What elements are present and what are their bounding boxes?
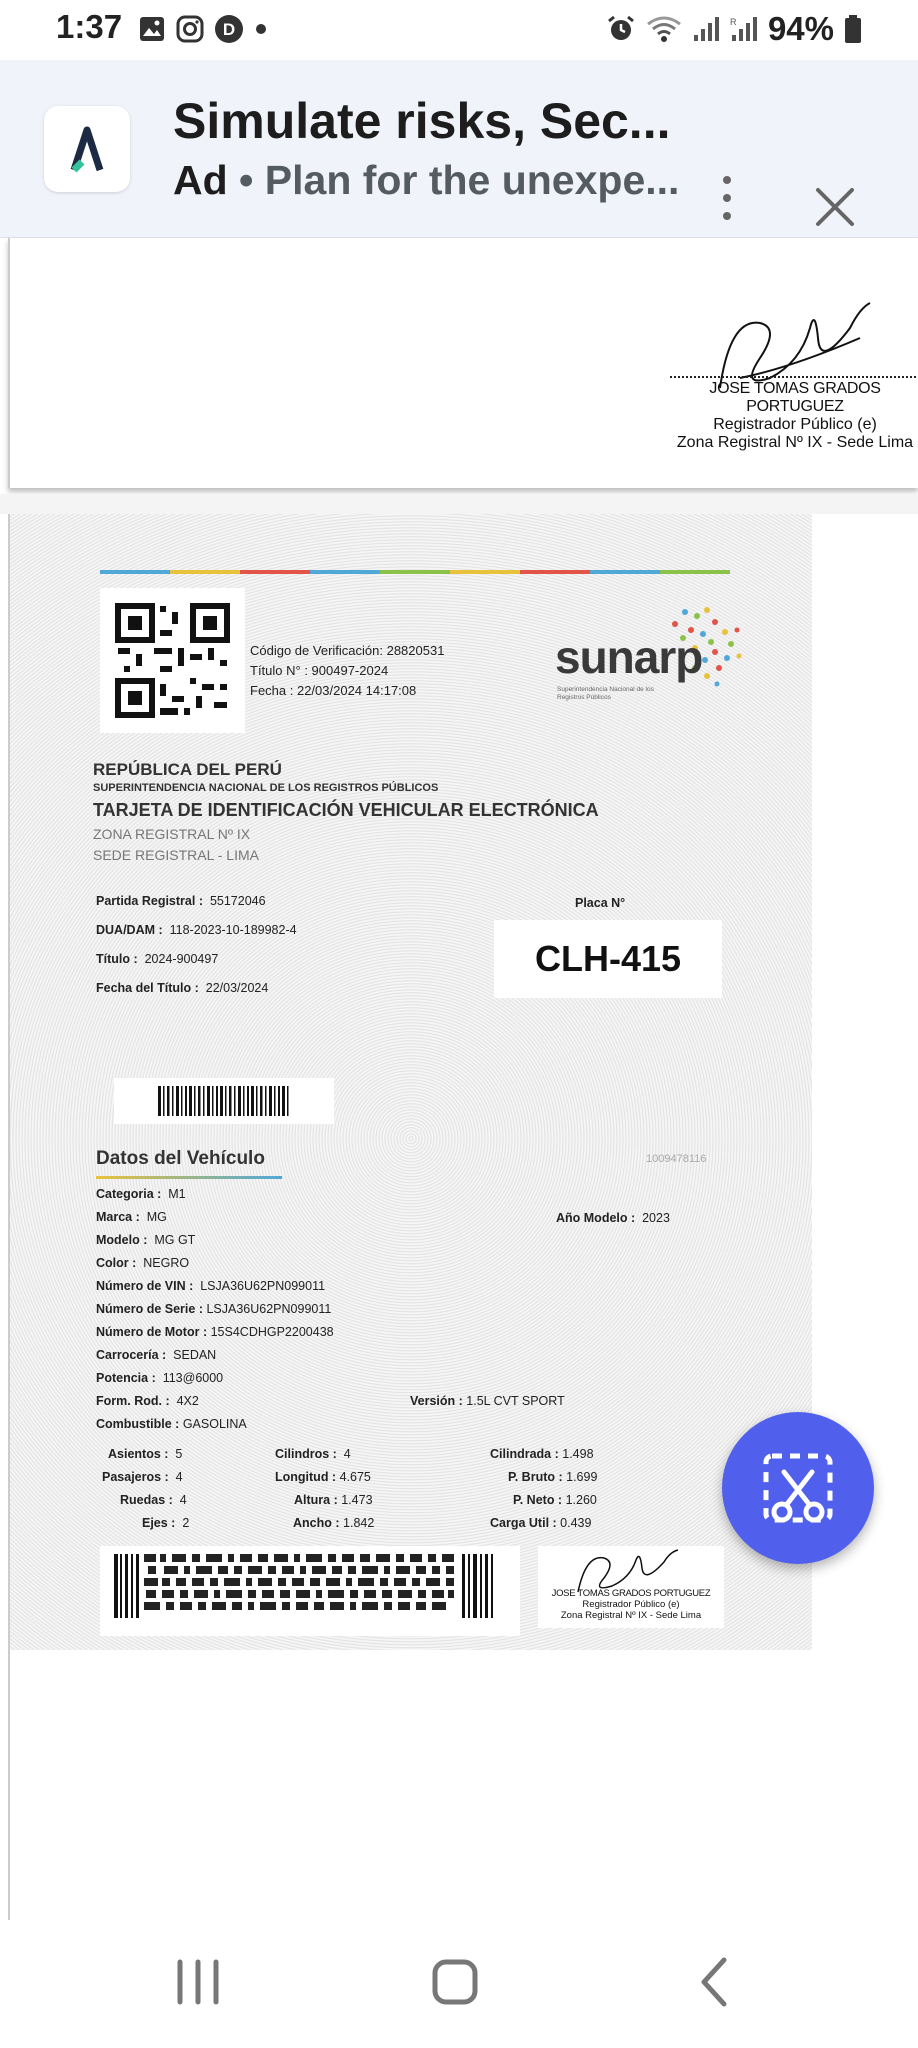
motor-row [96, 1325, 334, 1339]
version-value: 1.5L CVT SPORT [466, 1394, 565, 1408]
spec-value: 4 [179, 1493, 187, 1507]
ad-brand-icon [44, 106, 130, 192]
status-bar [0, 0, 918, 60]
serie-value: LSJA36U62PN099011 [206, 1302, 332, 1316]
vin-value: LSJA36U62PN099011 [200, 1279, 326, 1293]
document-title: TARJETA DE IDENTIFICACIÓN VEHICULAR ELECTRÓNICA [93, 800, 599, 820]
ad-title[interactable]: Simulate risks, Sec... [173, 93, 671, 149]
status-time: 1:37 [56, 8, 123, 45]
titulo-number: Título N° : 900497-2024 [250, 663, 389, 678]
navigation-bar [0, 1920, 918, 2048]
sede-registral: SEDE REGISTRAL - LIMA [93, 847, 259, 863]
signature-role: Registrador Público (e) [713, 416, 877, 433]
republica-heading: REPÚBLICA DEL PERÚ [93, 760, 282, 779]
color-label: Color : [96, 1256, 137, 1270]
spec-value: 5 [175, 1447, 183, 1461]
verification-info [250, 641, 444, 701]
spec-value: 1.260 [565, 1493, 597, 1507]
spec-cilindros [275, 1447, 351, 1461]
partida-value: 55172046 [209, 894, 266, 908]
signature-mini-block [538, 1588, 724, 1621]
alarm-icon [606, 14, 636, 44]
carroceria-value: SEDAN [173, 1348, 217, 1362]
signature-line [670, 376, 918, 378]
close-icon[interactable] [810, 182, 860, 232]
marca-label: Marca : [96, 1210, 140, 1224]
dot-icon [254, 22, 268, 36]
barcode-icon [114, 1078, 334, 1124]
spec-longitud [275, 1470, 371, 1484]
spec-label: Altura : [294, 1493, 338, 1507]
dua-value: 118-2023-10-189982-4 [169, 923, 297, 937]
signature-block [670, 380, 918, 452]
spec-pasajeros [102, 1470, 183, 1484]
verification-code: Código de Verificación: 28820531 [250, 643, 445, 658]
anio-modelo-row [556, 1211, 670, 1225]
spec-label: Ancho : [293, 1516, 340, 1530]
categoria-row [96, 1187, 186, 1201]
signature-name: JOSE TOMAS GRADOS PORTUGUEZ [709, 380, 881, 415]
spec-carga-util [490, 1516, 591, 1530]
ad-tag: Ad [173, 157, 228, 203]
spec-label: Ejes : [142, 1516, 176, 1530]
potencia-value: 113@6000 [162, 1371, 224, 1385]
categoria-label: Categoria : [96, 1187, 162, 1201]
spec-p-neto [513, 1493, 597, 1507]
spec-value: 1.473 [341, 1493, 373, 1507]
zona-registral: ZONA REGISTRAL Nº IX [93, 826, 251, 842]
spec-value: 4.675 [339, 1470, 371, 1484]
spec-label: Asientos : [108, 1447, 169, 1461]
ad-banner[interactable] [0, 60, 918, 238]
motor-value: 15S4CDHGP2200438 [210, 1325, 334, 1339]
modelo-label: Modelo : [96, 1233, 148, 1247]
fecha-titulo-label: Fecha del Título : [96, 981, 199, 995]
titulo-value: 2024-900497 [144, 952, 219, 966]
svg-text:R: R [729, 17, 737, 27]
spec-label: Cilindrada : [490, 1447, 559, 1461]
issue-date: Fecha : 22/03/2024 14:17:08 [250, 683, 417, 698]
marca-row [96, 1210, 167, 1224]
ad-logo[interactable] [44, 106, 130, 192]
categoria-value: M1 [168, 1187, 186, 1201]
version-label: Versión : [410, 1394, 463, 1408]
signal-icon [692, 15, 720, 43]
carroceria-row [96, 1348, 216, 1362]
ad-separator: • [227, 157, 265, 203]
spec-label: P. Neto : [513, 1493, 563, 1507]
motor-label: Número de Motor : [96, 1325, 208, 1339]
spec-value: 1.842 [343, 1516, 375, 1530]
sunarp-tagline: Superintendencia Nacional de los Registros Públicos [557, 686, 654, 701]
home-icon[interactable] [420, 1950, 490, 2014]
qr-code-icon [100, 588, 245, 733]
spec-value: 4 [175, 1470, 183, 1484]
recent-apps-icon[interactable] [163, 1950, 233, 2014]
page-separator [0, 494, 918, 514]
spec-label: Longitud : [275, 1470, 337, 1484]
spec-cilindrada [490, 1447, 594, 1461]
placa-label: Placa N° [575, 896, 626, 910]
form-value: 4X2 [176, 1394, 199, 1408]
version-row [410, 1394, 565, 1408]
spec-label: Pasajeros : [102, 1470, 169, 1484]
battery-icon [844, 14, 862, 44]
svg-text:D: D [222, 20, 236, 39]
potencia-row [96, 1371, 223, 1385]
dua-label: DUA/DAM : [96, 923, 163, 937]
spec-asientos [108, 1447, 182, 1461]
superintendencia-heading: SUPERINTENDENCIA NACIONAL DE LOS REGISTROS PÚBLICOS [93, 782, 439, 794]
dua-row [96, 923, 297, 937]
screenshot-crop-button[interactable] [722, 1412, 874, 1564]
signature-mini-name: JOSE TOMAS GRADOS PORTUGUEZ [551, 1588, 711, 1599]
partida-registral-row [96, 894, 266, 908]
wifi-icon [646, 14, 682, 44]
ad-subtitle[interactable] [173, 157, 679, 204]
gallery-icon [138, 15, 166, 43]
color-row [96, 1256, 189, 1270]
signature-mini [538, 1546, 724, 1628]
spec-label: P. Bruto : [508, 1470, 563, 1484]
form-rod-row [96, 1394, 199, 1408]
pdf417-barcode-icon [100, 1546, 520, 1636]
partida-label: Partida Registral : [96, 894, 203, 908]
serie-label: Número de Serie : [96, 1302, 203, 1316]
barcode-small [114, 1078, 334, 1124]
back-icon[interactable] [680, 1950, 750, 2014]
more-options-icon[interactable] [712, 170, 742, 230]
spec-value: 1.699 [566, 1470, 598, 1484]
serie-row [96, 1302, 331, 1316]
combustible-row [96, 1417, 247, 1431]
spec-p-bruto [508, 1470, 597, 1484]
vin-row [96, 1279, 325, 1293]
pdf417-barcode [100, 1546, 520, 1636]
spec-ancho [293, 1516, 374, 1530]
document-blank-area [8, 1650, 918, 1920]
ad-subtitle-text: Plan for the unexpe... [264, 157, 680, 203]
spec-label: Ruedas : [120, 1493, 173, 1507]
color-stripe [100, 570, 730, 574]
fecha-titulo-value: 22/03/2024 [205, 981, 269, 995]
signature-mini-zone: Zona Registral Nº IX - Sede Lima [560, 1610, 702, 1621]
placa-value: CLH-415 [494, 920, 722, 998]
color-value: NEGRO [143, 1256, 190, 1270]
signal-icon [730, 15, 758, 43]
spec-value: 4 [343, 1447, 351, 1461]
document-page-card [8, 514, 812, 1650]
titulo-label: Título : [96, 952, 138, 966]
form-label: Form. Rod. : [96, 1394, 170, 1408]
instagram-icon [176, 15, 204, 43]
potencia-label: Potencia : [96, 1371, 156, 1385]
combustible-label: Combustible : [96, 1417, 180, 1431]
spec-label: Cilindros : [275, 1447, 337, 1461]
signature-zone: Zona Registral Nº IX - Sede Lima [676, 434, 914, 451]
modelo-row [96, 1233, 195, 1247]
vin-label: Número de VIN : [96, 1279, 194, 1293]
spec-altura [294, 1493, 373, 1507]
marca-value: MG [146, 1210, 167, 1224]
crop-scissors-icon [722, 1412, 874, 1564]
spec-label: Carga Util : [490, 1516, 557, 1530]
anio-label: Año Modelo : [556, 1211, 636, 1225]
datos-vehiculo-underline [96, 1176, 282, 1179]
titulo-row [96, 952, 218, 966]
spec-ejes [142, 1516, 189, 1530]
anio-value: 2023 [642, 1211, 670, 1225]
notification-app-icon [214, 14, 244, 44]
combustible-value: GASOLINA [182, 1417, 247, 1431]
carroceria-label: Carrocería : [96, 1348, 167, 1362]
battery-percent: 94% [767, 10, 834, 47]
signature-mini-role: Registrador Público (e) [582, 1599, 680, 1610]
spec-ruedas [120, 1493, 187, 1507]
document-number: 1009478116 [646, 1153, 707, 1165]
spec-value: 0.439 [560, 1516, 592, 1530]
sunarp-logo [555, 602, 745, 712]
spec-value: 1.498 [562, 1447, 594, 1461]
sunarp-wordmark: sunarp [555, 631, 703, 683]
spec-value: 2 [182, 1516, 190, 1530]
modelo-value: MG GT [154, 1233, 196, 1247]
qr-code [100, 588, 245, 733]
zona-info [93, 824, 259, 866]
document-page-previous [8, 238, 918, 488]
fecha-titulo-row [96, 981, 268, 995]
datos-vehiculo-title: Datos del Vehículo [96, 1148, 265, 1169]
